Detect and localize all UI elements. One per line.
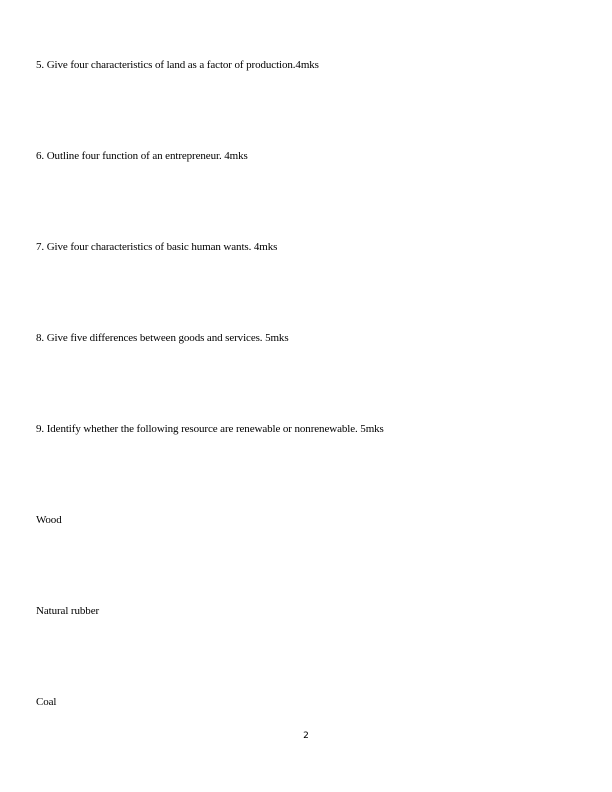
question-8: 8. Give five differences between goods and services. 5mks: [36, 332, 289, 344]
question-6: 6. Outline four function of an entrepreneur. 4mks: [36, 150, 248, 162]
page-number: 2: [303, 731, 309, 741]
question-9: 9. Identify whether the following resource are renewable or nonrenewable. 5mks: [36, 423, 384, 435]
resource-coal: Coal: [36, 696, 57, 708]
resource-wood: Wood: [36, 514, 62, 526]
resource-natural-rubber: Natural rubber: [36, 605, 100, 617]
question-7: 7. Give four characteristics of basic human wants. 4mks: [36, 241, 278, 253]
question-5: 5. Give four characteristics of land as a factor of production.4mks: [36, 59, 319, 71]
